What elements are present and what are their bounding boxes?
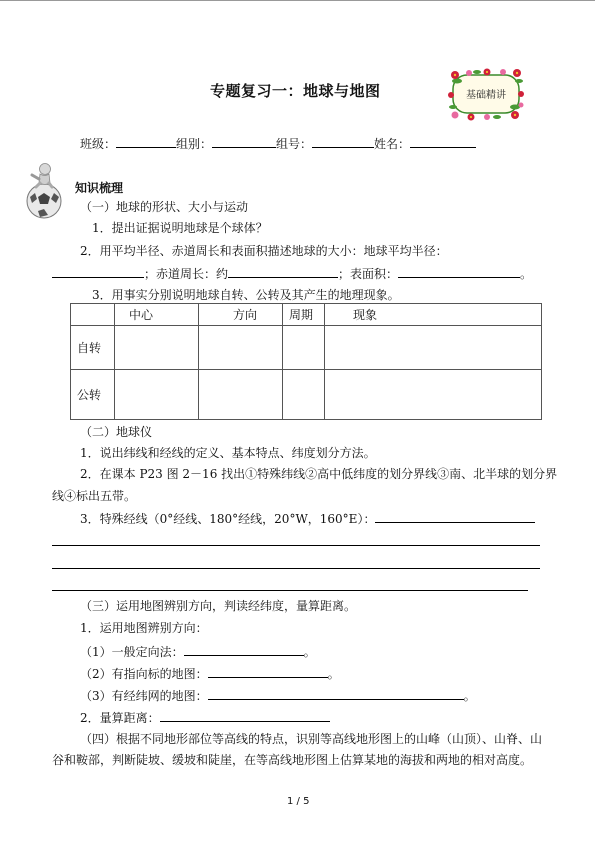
table-cell[interactable]: [325, 370, 542, 420]
table-cell[interactable]: [283, 326, 325, 370]
badge-text: 基础精讲: [466, 90, 506, 101]
s1-label: （1）一般定向法：: [80, 645, 184, 659]
answer-line[interactable]: [52, 545, 540, 546]
part1-heading: （一）地球的形状、大小与运动: [80, 200, 249, 214]
period: 。: [463, 689, 476, 703]
period: 。: [520, 267, 533, 281]
part3-q1: 1．运用地图辨别方向：: [80, 621, 208, 635]
group-no-label: 组号：: [276, 137, 313, 151]
table-header-cell: 中心: [115, 304, 199, 326]
equator-field[interactable]: [228, 265, 338, 278]
class-field[interactable]: [116, 135, 176, 148]
table-header-cell: 方向: [199, 304, 283, 326]
top-rule: [0, 0, 595, 1]
part2-q2-b: 线④标出五带。: [52, 489, 137, 503]
part1-q1: 1．提出证据说明地球是个球体？: [92, 221, 268, 235]
flower-frame-badge: [447, 67, 525, 121]
table-cell[interactable]: [115, 326, 199, 370]
part2-q3-text: 3．特殊经线（0°经线、180°经线，20°W，160°E）：: [80, 512, 376, 526]
special-meridian-field[interactable]: [375, 510, 535, 523]
class-label: 班级：: [80, 137, 117, 151]
part1-q3: 3．用事实分别说明地球自转、公转及其产生的地理现象。: [92, 288, 400, 302]
general-direction-field[interactable]: [184, 643, 304, 656]
part2-q1: 1．说出纬线和经线的定义、基本特点、纬度划分方法。: [80, 446, 376, 460]
part1-q2-blanks: [52, 265, 532, 282]
answer-line[interactable]: [52, 590, 528, 591]
table-cell: 自转: [71, 326, 115, 370]
info-row: [80, 135, 476, 152]
table-row: [71, 326, 542, 370]
part3-heading: （三）运用地图辨别方向，判读经纬度，量算距离。: [80, 599, 357, 613]
table-cell[interactable]: [325, 326, 542, 370]
compass-map-field[interactable]: [208, 665, 328, 678]
part3-s2: [80, 665, 340, 682]
graticule-map-field[interactable]: [208, 687, 464, 700]
period: 。: [327, 667, 340, 681]
part2-q2-a: 2．在课本 P23 图 2－16 找出①特殊纬线②高中低纬度的划分界线③南、北半球的划分界: [80, 467, 558, 481]
part2-heading: （二）地球仪: [80, 425, 153, 439]
table-cell[interactable]: [115, 370, 199, 420]
motion-table: [70, 303, 542, 420]
table-header-row: [71, 304, 542, 326]
table-header-cell: [71, 304, 115, 326]
group-no-field[interactable]: [312, 135, 374, 148]
page-title: 专题复习一：地球与地图: [210, 82, 381, 100]
table-header-cell: 周期: [283, 304, 325, 326]
area-field[interactable]: [398, 265, 520, 278]
answer-line[interactable]: [52, 568, 540, 569]
part1-q2: 2．用平均半径、赤道周长和表面积描述地球的大小：地球平均半径：: [80, 244, 448, 258]
table-cell[interactable]: [283, 370, 325, 420]
group-label: 组别：: [176, 137, 213, 151]
period: 。: [303, 645, 316, 659]
group-field[interactable]: [212, 135, 276, 148]
table-cell[interactable]: [199, 370, 283, 420]
area-label: ；表面积：: [338, 267, 399, 281]
table-cell: 公转: [71, 370, 115, 420]
name-label: 姓名：: [374, 137, 411, 151]
part3-q2: [80, 709, 330, 726]
s3-label: （3）有经纬网的地图：: [80, 689, 208, 703]
table-cell[interactable]: [199, 326, 283, 370]
radius-field[interactable]: [52, 265, 144, 278]
part2-q3: [80, 510, 535, 527]
name-field[interactable]: [410, 135, 476, 148]
part4-line2: 谷和鞍部，判断陡坡、缓坡和陡崖，在等高线地形图上估算某地的海拔和两地的相对高度。: [52, 753, 533, 767]
equator-label: ；赤道周长：约: [144, 267, 229, 281]
s2-label: （2）有指向标的地图：: [80, 667, 208, 681]
section-knowledge: 知识梳理: [75, 181, 124, 195]
part3-s1: [80, 643, 316, 660]
distance-field[interactable]: [160, 709, 330, 722]
part3-s3: [80, 687, 476, 704]
page-number: 1 / 5: [287, 796, 310, 807]
table-row: [71, 370, 542, 420]
part4-line1: （四）根据不同地形部位等高线的特点，识别等高线地形图上的山峰（山顶）、山脊、山: [80, 732, 543, 746]
q2-label: 2．量算距离：: [80, 711, 160, 725]
person-on-ball-illustration: [18, 163, 70, 219]
table-header-cell: 现象: [325, 304, 542, 326]
